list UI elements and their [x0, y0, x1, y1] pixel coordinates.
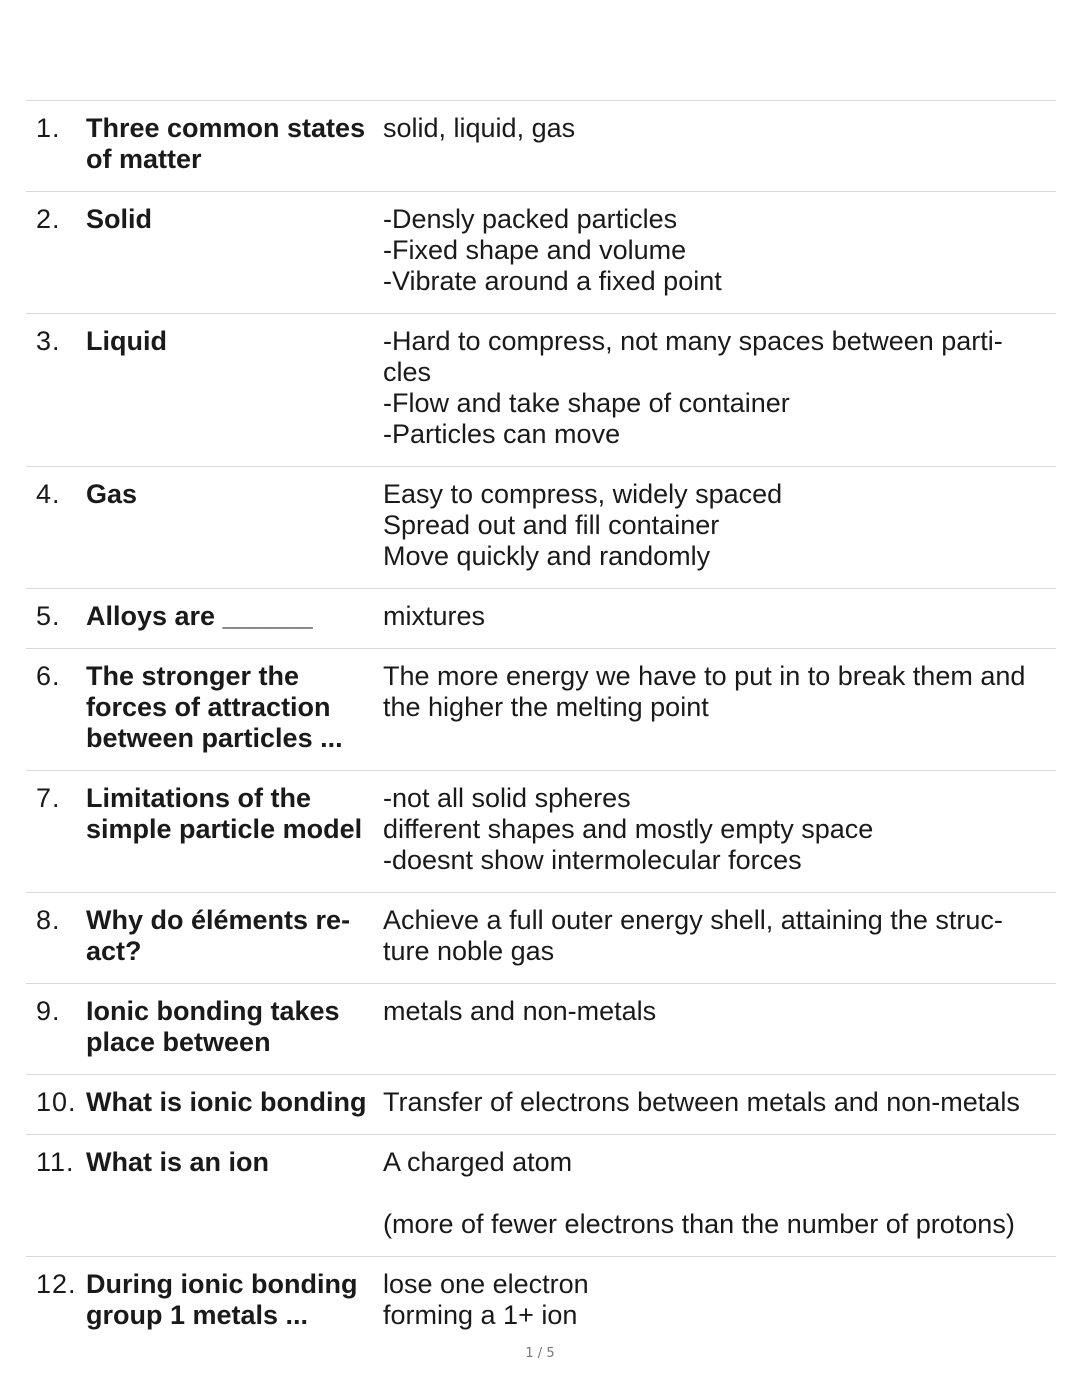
- card-row: [26, 313, 1056, 466]
- card-definition: Achieve a full outer energy shell, attaining the struc- ture noble gas: [383, 905, 1003, 966]
- flashcard-list: [26, 100, 1056, 1347]
- card-definition: -Densly packed particles -Fixed shape and volume -Vibrate around a fixed point: [383, 204, 722, 296]
- card-row: [26, 1074, 1056, 1134]
- card-term: Alloys are ______: [86, 601, 313, 631]
- card-definition: Easy to compress, widely spaced Spread out and fill container Move quickly and randomly: [383, 479, 783, 571]
- card-term: Limitations of the simple particle model: [86, 783, 363, 844]
- card-row: [26, 892, 1056, 983]
- card-term: Why do éléments re- act?: [86, 905, 351, 966]
- card-definition: The more energy we have to put in to break them and the higher the melting point: [383, 661, 1026, 722]
- card-number: 5.: [36, 601, 61, 631]
- page-number: 1 / 5: [525, 1346, 555, 1361]
- card-number: 4.: [36, 479, 61, 509]
- card-term: Gas: [86, 479, 138, 509]
- card-term: What is an ion: [86, 1147, 270, 1177]
- card-row: [26, 1134, 1056, 1256]
- card-row: [26, 648, 1056, 770]
- card-number: 6.: [36, 661, 61, 691]
- card-term: Three common states of matter: [86, 113, 366, 174]
- card-row: [26, 588, 1056, 648]
- card-term: Ionic bonding takes place between: [86, 996, 340, 1057]
- card-term: Liquid: [86, 326, 167, 356]
- card-term: The stronger the forces of attraction between particles ...: [86, 661, 343, 753]
- card-number: 11.: [36, 1147, 75, 1177]
- card-row: [26, 466, 1056, 588]
- card-definition: -Hard to compress, not many spaces between parti- cles -Flow and take shape of container -Particles can move: [383, 326, 1003, 449]
- card-number: 12.: [36, 1269, 77, 1299]
- card-number: 8.: [36, 905, 61, 935]
- card-term: What is ionic bonding: [86, 1087, 367, 1117]
- card-number: 2.: [36, 204, 61, 234]
- card-definition: lose one electron forming a 1+ ion: [383, 1269, 589, 1330]
- card-row: [26, 100, 1056, 191]
- card-term: Solid: [86, 204, 152, 234]
- card-number: 1.: [36, 113, 61, 143]
- card-definition: metals and non-metals: [383, 996, 657, 1026]
- card-row: [26, 983, 1056, 1074]
- card-row: [26, 1256, 1056, 1347]
- card-number: 7.: [36, 783, 61, 813]
- card-definition: -not all solid spheres different shapes and mostly empty space -doesnt show intermolecular forces: [383, 783, 874, 875]
- card-number: 10.: [36, 1087, 77, 1117]
- card-definition: Transfer of electrons between metals and non-metals: [383, 1087, 1020, 1117]
- card-definition: A charged atom (more of fewer electrons than the number of protons): [383, 1147, 1015, 1239]
- card-term: During ionic bonding group 1 metals ...: [86, 1269, 358, 1330]
- card-row: [26, 191, 1056, 313]
- card-number: 3.: [36, 326, 61, 356]
- card-definition: mixtures: [383, 601, 486, 631]
- card-row: [26, 770, 1056, 892]
- card-number: 9.: [36, 996, 61, 1026]
- card-definition: solid, liquid, gas: [383, 113, 576, 143]
